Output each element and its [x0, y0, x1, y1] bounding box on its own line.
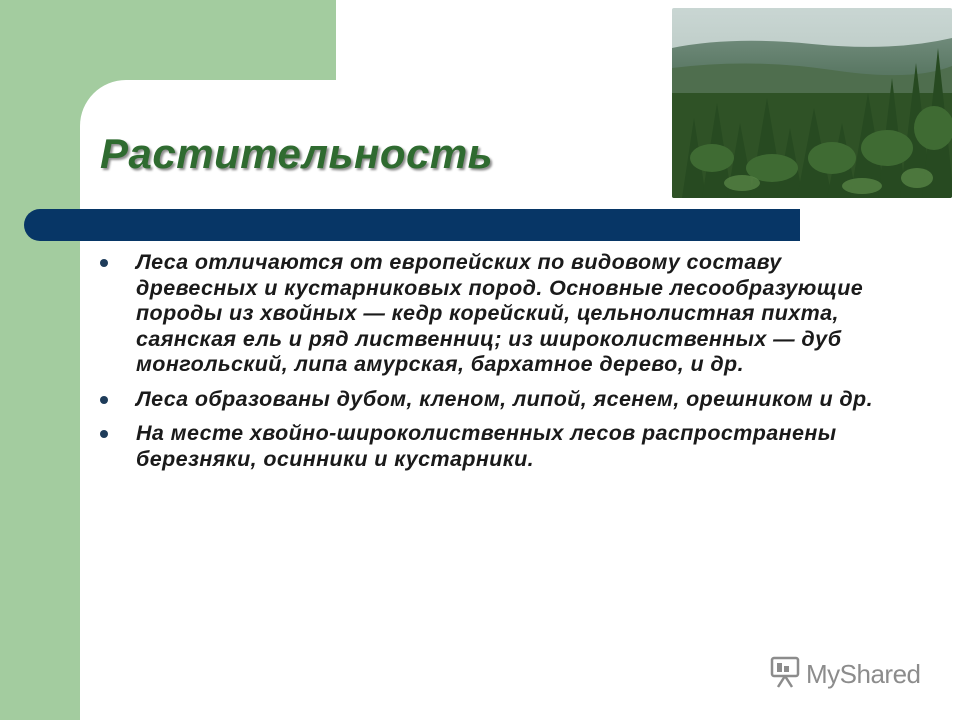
title-divider-bar [24, 209, 800, 241]
list-item [100, 250, 890, 378]
bullet-icon [100, 259, 108, 267]
bullet-icon [100, 430, 108, 438]
slide-title: Растительность [100, 130, 494, 177]
list-item [100, 387, 890, 413]
bullet-text: Леса образованы дубом, кленом, липой, ясенем, орешником и др. [136, 386, 873, 411]
watermark-text: MyShared [806, 658, 921, 689]
forest-photo [672, 8, 952, 198]
presentation-board-icon [768, 655, 802, 694]
bullet-text: Леса отличаются от европейских по видовому составу древесных и кустарниковых пород. Основные лесообразующие породы из хвойных — кедр корейский, цельнолистная пихта, саянская ель и ряд лиственниц; из широколиственных — дуб монгольский, липа амурская, бархатное дерево, и др. [136, 250, 864, 376]
bullet-list [100, 250, 890, 481]
myshared-watermark [768, 656, 921, 692]
bullet-icon [100, 396, 108, 404]
bullet-text: На месте хвойно-широколиственных лесов распространены березняки, осинники и кустарники. [136, 421, 837, 471]
list-item [100, 421, 890, 472]
